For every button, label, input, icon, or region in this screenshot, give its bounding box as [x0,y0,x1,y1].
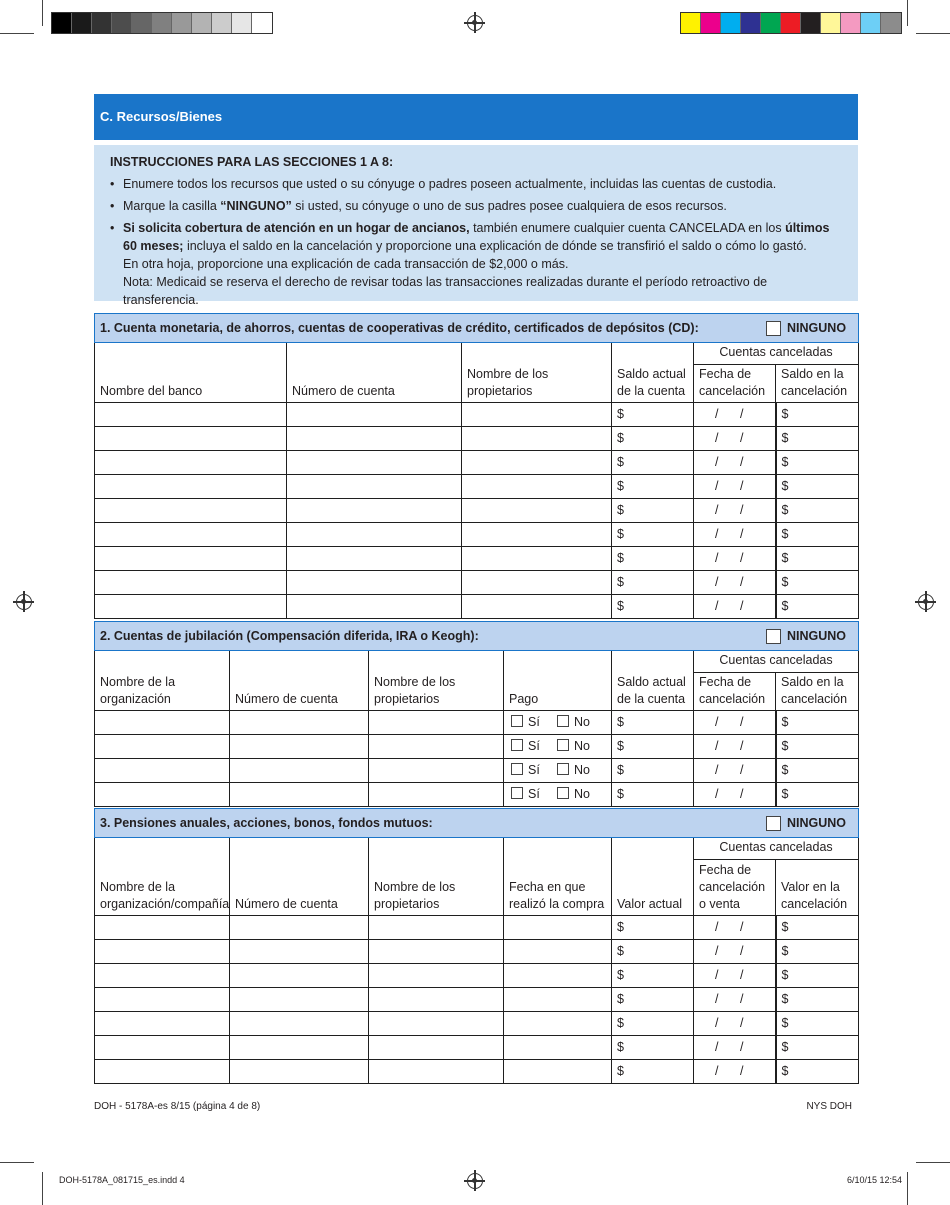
balance-cell[interactable]: $ [612,523,694,547]
canceled-accounts-group: Cuentas canceladas [694,838,859,860]
crop-mark [907,0,908,26]
swatch [881,13,901,33]
retirement-accounts-table [94,621,859,807]
account-number-cell[interactable] [230,711,369,735]
crop-mark [42,0,43,26]
col-owners: Nombre de los propietarios [369,838,504,916]
table-row [95,427,859,451]
owners-cell[interactable] [369,783,504,807]
account-number-cell[interactable] [287,523,462,547]
owners-cell[interactable] [369,1060,504,1084]
section-3-header [95,809,859,838]
purchase-date-cell[interactable] [504,1060,612,1084]
account-number-cell[interactable] [287,595,462,619]
cancel-value-cell[interactable]: $ [776,988,859,1012]
col-owners: Nombre de los propietarios [369,651,504,711]
organization-cell[interactable] [95,783,230,807]
balance-cell[interactable]: $ [612,571,694,595]
organization-cell[interactable] [95,988,230,1012]
cancel-date-cell[interactable]: / / [694,475,776,499]
swatch [681,13,701,33]
col-cancel-date: Fecha de cancelación [694,365,776,403]
slug-filename: DOH-5178A_081715_es.indd 4 [59,1175,185,1185]
table-row [95,451,859,475]
table-row [95,571,859,595]
ninguno-option [766,320,858,337]
section-3-title: 3. Pensiones anuales, acciones, bonos, fondos mutuos: [100,815,433,830]
registration-mark-icon [918,594,934,610]
account-number-cell[interactable] [230,783,369,807]
no-checkbox[interactable] [557,739,569,751]
table-row [95,988,859,1012]
cancel-balance-cell[interactable]: $ [776,735,859,759]
bank-name-cell[interactable] [95,595,287,619]
grayscale-color-bar [51,12,273,34]
yes-checkbox[interactable] [511,787,523,799]
yes-checkbox[interactable] [511,715,523,727]
col-payment: Pago [504,651,612,711]
table-row [95,403,859,427]
section-2-title: 2. Cuentas de jubilación (Compensación diferida, IRA o Keogh): [100,628,479,643]
col-cancel-balance: Saldo en la cancelación [776,365,859,403]
value-cell[interactable]: $ [612,964,694,988]
payment-cell [504,711,612,735]
cancel-date-cell[interactable]: / / [694,1012,776,1036]
cancel-date-cell[interactable]: / / [694,571,776,595]
bank-name-cell[interactable] [95,523,287,547]
bank-name-cell[interactable] [95,547,287,571]
organization-cell[interactable] [95,711,230,735]
swatch [192,13,212,33]
no-checkbox[interactable] [557,763,569,775]
cancel-value-cell[interactable]: $ [776,916,859,940]
swatch [252,13,272,33]
instruction-item [110,219,846,309]
owners-cell[interactable] [369,1012,504,1036]
section-2-header [95,622,859,651]
ninguno-label: NINGUNO [787,320,847,335]
payment-cell [504,735,612,759]
account-number-cell[interactable] [287,427,462,451]
cancel-date-cell[interactable]: / / [694,940,776,964]
account-number-cell[interactable] [230,1012,369,1036]
yes-label: Sí [528,763,540,777]
owners-cell[interactable] [462,403,612,427]
instruction-item [110,175,846,193]
value-cell[interactable]: $ [612,988,694,1012]
agency-name: NYS DOH [806,1101,852,1112]
instruction-item [110,197,846,215]
owners-cell[interactable] [462,499,612,523]
cancel-balance-cell[interactable]: $ [776,711,859,735]
value-cell[interactable]: $ [612,1060,694,1084]
section-title-band [94,94,858,140]
cancel-balance-cell[interactable]: $ [776,403,859,427]
organization-cell[interactable] [95,964,230,988]
table-row [95,711,859,735]
cancel-date-cell[interactable]: / / [694,735,776,759]
swatch [72,13,92,33]
swatch [172,13,192,33]
col-bank-name: Nombre del banco [95,343,287,403]
cancel-value-cell[interactable]: $ [776,1060,859,1084]
instruction-emphasis: Si solicita cobertura de atención en un hogar de ancianos, [123,221,470,235]
organization-cell[interactable] [95,940,230,964]
swatch [841,13,861,33]
cancel-value-cell[interactable]: $ [776,1012,859,1036]
no-label: No [574,739,590,753]
cancel-date-cell[interactable]: / / [694,759,776,783]
instruction-text: Marque la casilla [123,199,221,213]
account-number-cell[interactable] [230,735,369,759]
ninguno-checkbox[interactable] [766,629,781,644]
col-current-balance: Saldo actual de la cuenta [612,651,694,711]
account-number-cell[interactable] [230,940,369,964]
account-number-cell[interactable] [287,451,462,475]
ninguno-option [766,815,858,832]
registration-mark-icon [467,1173,483,1189]
crop-mark [42,1172,43,1205]
owners-cell[interactable] [462,547,612,571]
account-number-cell[interactable] [287,475,462,499]
cancel-date-cell[interactable]: / / [694,711,776,735]
cancel-date-cell[interactable]: / / [694,595,776,619]
account-number-cell[interactable] [287,571,462,595]
cancel-balance-cell[interactable]: $ [776,571,859,595]
ninguno-option [766,628,858,645]
no-label: No [574,787,590,801]
table-row [95,499,859,523]
instructions-title: INSTRUCCIONES PARA LAS SECCIONES 1 A 8: [110,155,394,169]
col-cancel-date: Fecha de cancelación [694,673,776,711]
col-account-number: Número de cuenta [230,651,369,711]
cancel-date-cell[interactable]: / / [694,1036,776,1060]
owners-cell[interactable] [369,940,504,964]
swatch [52,13,72,33]
section-1-title: 1. Cuenta monetaria, de ahorros, cuentas de cooperativas de crédito, certificados de depósitos (CD): [100,320,699,335]
organization-cell[interactable] [95,1012,230,1036]
col-owners: Nombre de los propietarios [462,343,612,403]
instruction-text: si usted, su cónyuge o uno de sus padres posee cualquiera de esos recursos. [291,199,727,213]
owners-cell[interactable] [462,595,612,619]
table-row [95,940,859,964]
col-cancel-value: Valor en la cancelación [776,860,859,916]
purchase-date-cell[interactable] [504,916,612,940]
table-row [95,759,859,783]
account-number-cell[interactable] [287,499,462,523]
cancel-date-cell[interactable]: / / [694,451,776,475]
bank-name-cell[interactable] [95,499,287,523]
canceled-accounts-group: Cuentas canceladas [694,651,859,673]
canceled-accounts-group: Cuentas canceladas [694,343,859,365]
purchase-date-cell[interactable] [504,1036,612,1060]
owners-cell[interactable] [369,759,504,783]
cancel-balance-cell[interactable]: $ [776,427,859,451]
value-cell[interactable]: $ [612,1012,694,1036]
swatch [212,13,232,33]
registration-mark-icon [467,15,483,31]
process-color-bar [680,12,902,34]
cancel-date-cell[interactable]: / / [694,499,776,523]
yes-label: Sí [528,739,540,753]
cancel-balance-cell[interactable]: $ [776,547,859,571]
balance-cell[interactable]: $ [612,735,694,759]
balance-cell[interactable]: $ [612,759,694,783]
yes-checkbox[interactable] [511,739,523,751]
purchase-date-cell[interactable] [504,988,612,1012]
crop-mark [0,1162,34,1163]
balance-cell[interactable]: $ [612,547,694,571]
cancel-date-cell[interactable]: / / [694,964,776,988]
annuities-stocks-table [94,808,859,1084]
value-cell[interactable]: $ [612,1036,694,1060]
swatch [232,13,252,33]
col-organization-company: Nombre de la organización/compañía [95,838,230,916]
account-number-cell[interactable] [230,964,369,988]
col-current-value: Valor actual [612,838,694,916]
purchase-date-cell[interactable] [504,940,612,964]
swatch [781,13,801,33]
account-number-cell[interactable] [230,1036,369,1060]
cancel-date-cell[interactable]: / / [694,523,776,547]
no-checkbox[interactable] [557,715,569,727]
table-row [95,1060,859,1084]
form-id: DOH - 5178A-es 8/15 (página 4 de 8) [94,1101,261,1112]
cancel-date-cell[interactable]: / / [694,547,776,571]
col-cancel-sale-date: Fecha de cancelación o venta [694,860,776,916]
balance-cell[interactable]: $ [612,595,694,619]
instruction-emphasis: últimos 60 meses; [123,221,830,253]
cancel-date-cell[interactable]: / / [694,988,776,1012]
col-cancel-balance: Saldo en la cancelación [776,673,859,711]
balance-cell[interactable]: $ [612,427,694,451]
balance-cell[interactable]: $ [612,783,694,807]
no-label: No [574,715,590,729]
swatch [721,13,741,33]
bank-name-cell[interactable] [95,403,287,427]
swatch [861,13,881,33]
no-label: No [574,763,590,777]
table-row [95,964,859,988]
crop-mark [0,33,34,34]
section-1-header [95,314,859,343]
ninguno-label: NINGUNO [786,628,847,643]
owners-cell[interactable] [369,735,504,759]
cancel-date-cell[interactable]: / / [694,783,776,807]
swatch [152,13,172,33]
bank-accounts-table [94,313,859,619]
owners-cell[interactable] [369,964,504,988]
slug-timestamp: 6/10/15 12:54 [846,1175,902,1185]
cancel-balance-cell[interactable]: $ [776,451,859,475]
ninguno-label: NINGUNO [787,815,847,830]
instruction-note: Nota: Medicaid se reserva el derecho de revisar todas las transacciones realizadas durante el período retroactivo de transferencia. [123,275,768,307]
account-number-cell[interactable] [230,1060,369,1084]
section-3-annuities-stocks [94,808,858,1084]
cancel-value-cell[interactable]: $ [776,1036,859,1060]
balance-cell[interactable]: $ [612,403,694,427]
purchase-date-cell[interactable] [504,1012,612,1036]
owners-cell[interactable] [462,475,612,499]
yes-label: Sí [528,787,540,801]
table-row [95,735,859,759]
value-cell[interactable]: $ [612,940,694,964]
ninguno-checkbox[interactable] [766,321,781,336]
purchase-date-cell[interactable] [504,964,612,988]
swatch [132,13,152,33]
swatch [821,13,841,33]
col-account-number: Número de cuenta [230,838,369,916]
owners-cell[interactable] [462,523,612,547]
swatch [801,13,821,33]
swatch [761,13,781,33]
col-account-number: Número de cuenta [287,343,462,403]
table-row [95,1012,859,1036]
col-purchase-date: Fecha en que realizó la compra [504,838,612,916]
ninguno-checkbox[interactable] [766,816,781,831]
account-number-cell[interactable] [287,547,462,571]
balance-cell[interactable]: $ [612,451,694,475]
bank-name-cell[interactable] [95,451,287,475]
owners-cell[interactable] [462,571,612,595]
instruction-text: En otra hoja, proporcione una explicación de cada transacción de $2,000 o más. [123,257,569,271]
bank-name-cell[interactable] [95,475,287,499]
instruction-text: Enumere todos los recursos que usted o su cónyuge o padres poseen actualmente, incluidas las cuentas de custodia. [123,177,777,191]
section-title: C. Recursos/Bienes [100,109,223,124]
table-row [95,783,859,807]
table-row [95,1036,859,1060]
cancel-balance-cell[interactable]: $ [776,595,859,619]
table-row [95,595,859,619]
balance-cell[interactable]: $ [612,711,694,735]
account-number-cell[interactable] [230,759,369,783]
cancel-date-cell[interactable]: / / [694,427,776,451]
cancel-balance-cell[interactable]: $ [776,499,859,523]
no-checkbox[interactable] [557,787,569,799]
swatch [112,13,132,33]
swatch [701,13,721,33]
cancel-date-cell[interactable]: / / [694,1060,776,1084]
cancel-balance-cell[interactable]: $ [776,523,859,547]
cancel-value-cell[interactable]: $ [776,940,859,964]
organization-cell[interactable] [95,759,230,783]
cancel-date-cell[interactable]: / / [694,403,776,427]
value-cell[interactable]: $ [612,916,694,940]
yes-checkbox[interactable] [511,763,523,775]
payment-cell [504,759,612,783]
account-number-cell[interactable] [230,916,369,940]
section-2-retirement-accounts [94,621,858,807]
balance-cell[interactable]: $ [612,475,694,499]
table-row [95,523,859,547]
section-1-bank-accounts [94,313,858,619]
organization-cell[interactable] [95,735,230,759]
balance-cell[interactable]: $ [612,499,694,523]
organization-cell[interactable] [95,1036,230,1060]
owners-cell[interactable] [369,988,504,1012]
owners-cell[interactable] [369,1036,504,1060]
cancel-balance-cell[interactable]: $ [776,475,859,499]
cancel-value-cell[interactable]: $ [776,964,859,988]
instruction-emphasis: “NINGUNO” [220,199,292,213]
organization-cell[interactable] [95,916,230,940]
crop-mark [907,1172,908,1205]
swatch [92,13,112,33]
bank-name-cell[interactable] [95,427,287,451]
yes-label: Sí [528,715,540,729]
swatch [741,13,761,33]
organization-cell[interactable] [95,1060,230,1084]
owners-cell[interactable] [369,711,504,735]
account-number-cell[interactable] [230,988,369,1012]
payment-cell [504,783,612,807]
crop-mark [916,33,950,34]
registration-mark-icon [16,594,32,610]
instruction-text: también enumere cualquier cuenta CANCELADA en los [469,221,786,235]
cancel-balance-cell[interactable]: $ [776,783,859,807]
table-row [95,916,859,940]
cancel-date-cell[interactable]: / / [694,916,776,940]
owners-cell[interactable] [462,427,612,451]
instructions-box [94,145,858,307]
account-number-cell[interactable] [287,403,462,427]
col-current-balance: Saldo actual de la cuenta [612,343,694,403]
table-row [95,547,859,571]
table-row [95,475,859,499]
cancel-balance-cell[interactable]: $ [776,759,859,783]
bank-name-cell[interactable] [95,571,287,595]
col-organization-name: Nombre de la organización [95,651,230,711]
instruction-text: incluya el saldo en la cancelación y proporcione una explicación de dónde se transfirió el saldo o cómo lo gastó. [183,239,807,253]
owners-cell[interactable] [369,916,504,940]
crop-mark [916,1162,950,1163]
owners-cell[interactable] [462,451,612,475]
